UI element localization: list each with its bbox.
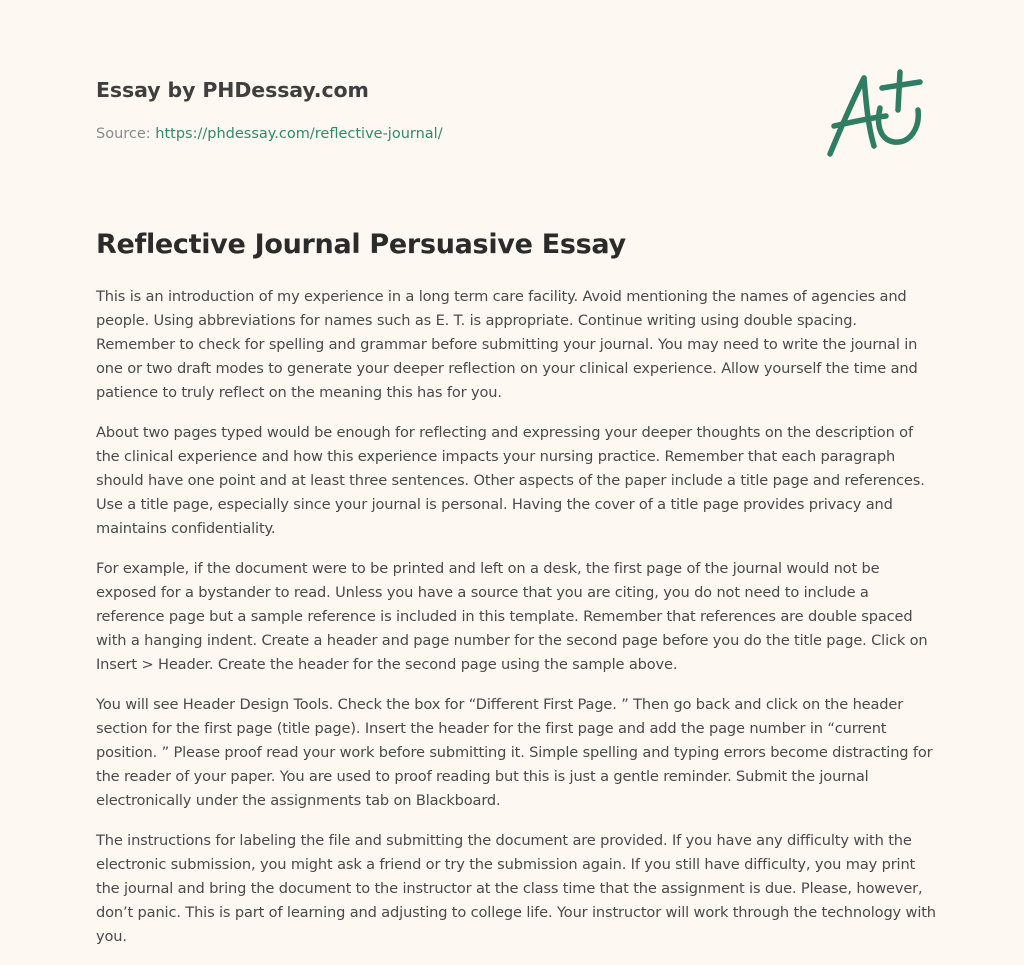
a-plus-grade-icon: [824, 68, 928, 164]
source-link[interactable]: https://phdessay.com/reflective-journal/: [155, 126, 443, 142]
paragraph-5: The instructions for labeling the file and submitting the document are provided. If you have any difficulty with the electronic submission, you might ask a friend or try the submission again. If you still have difficulty, you may print the journal and bring the document to the instructor at the class time that the assignment is due. Please, however, don’t panic. This is part of learning and adjusting to college life. Your instructor will work through the technology with you.: [96, 832, 936, 945]
paragraph-1: This is an introduction of my experience in a long term care facility. Avoid mentioning the names of agencies and people. Using abbreviations for names such as E. T. is appropriate. Continue writing using double spacing. Remember to check for spelling and grammar before submitting your journal. You may need to write the journal in one or two draft modes to generate your deeper reflection on your clinical experience. Allow yourself the time and patience to truly reflect on the meaning this has for you.: [96, 288, 918, 401]
paragraph-3: For example, if the document were to be printed and left on a desk, the first page of the journal would not be exposed for a bystander to read. Unless you have a source that you are citing, you do not need to include a reference page but a sample reference is included in this template. Remember that references are double spaced with a hanging indent. Create a header and page number for the second page before you do the title page. Click on Insert > Header. Create the header for the second page using the sample above.: [96, 560, 928, 673]
article-title: Reflective Journal Persuasive Essay: [96, 229, 626, 260]
paragraph-2: About two pages typed would be enough for reflecting and expressing your deeper thoughts on the description of the clinical experience and how this experience impacts your nursing practice. Remember that each paragraph should have one point and at least three sentences. Other aspects of the paper include a title page and references. Use a title page, especially since your journal is personal. Having the cover of a title page provides privacy and maintains confidentiality.: [96, 424, 925, 537]
brand-title: Essay by PHDessay.com: [96, 78, 369, 102]
article-body: [96, 285, 936, 965]
source-label: Source:: [96, 126, 156, 142]
source-line: [96, 124, 443, 144]
header: [96, 76, 928, 166]
paragraph-4: You will see Header Design Tools. Check the box for “Different First Page. ” Then go back and click on the header section for the first page (title page). Insert the header for the first page and add the page number in “current position. ” Please proof read your work before submitting it. Simple spelling and typing errors become distracting for the reader of your paper. You are used to proof reading but this is just a gentle reminder. Submit the journal electronically under the assignments tab on Blackboard.: [96, 696, 933, 809]
